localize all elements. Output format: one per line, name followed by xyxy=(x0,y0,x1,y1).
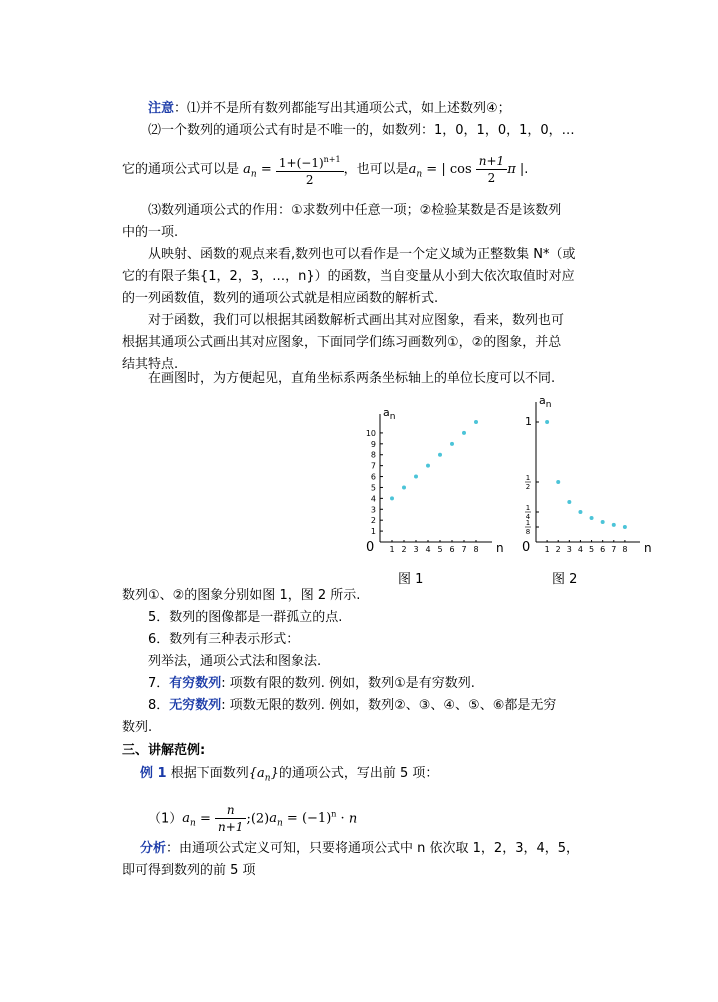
after-line-2: 5．数列的图像都是一群孤立的点. xyxy=(148,610,343,625)
x-axis-label: n xyxy=(496,541,504,555)
para2-line-3: 结其特点. xyxy=(122,357,179,372)
x-tick-label: 3 xyxy=(413,545,419,554)
para1-line-1: 从映射、函数的观点来看,数列也可以看作是一个定义域为正整数集 N*（或 xyxy=(148,247,576,262)
example-line: 例 1 根据下面数列$\{a_n\}$的通项公式，写出前 5 项： xyxy=(140,766,439,784)
x-axis-label: n xyxy=(644,541,652,555)
y-tick-label: 2 xyxy=(525,483,531,491)
x-tick-label: 5 xyxy=(589,545,595,554)
para1-line-2: 它的有限子集{1，2，3，…，n}）的函数，当自变量从小到大依次取值时对应 xyxy=(122,269,575,284)
para2-line-1: 对于函数，我们可以根据其函数解析式画出其对应图象，看来，数列也可 xyxy=(148,313,565,328)
x-tick-label: 5 xyxy=(437,545,443,554)
y-tick-label: 1 xyxy=(370,527,376,537)
y-tick-label: 4 xyxy=(370,494,376,504)
data-point xyxy=(545,420,549,424)
analysis-line-2: 即可得到数列的前 5 项 xyxy=(122,863,256,878)
data-point xyxy=(612,523,616,527)
after-line-6: 8．无穷数列: 项数无限的数列. 例如，数列②、③、④、⑤、⑥都是无穷 xyxy=(148,698,557,713)
x-tick-label: 2 xyxy=(401,545,407,554)
data-point xyxy=(438,453,442,457)
data-point xyxy=(462,431,466,435)
x-tick-label: 1 xyxy=(389,545,395,554)
data-point xyxy=(450,442,454,446)
x-tick-label: 7 xyxy=(611,545,617,554)
y-tick-label: 9 xyxy=(370,439,376,449)
example-formulas: $(1)a_n$ = $\frac{n}{n+1}$ $;(2)a_n = (-1)^n \cdot n$ xyxy=(148,803,358,835)
after-line-3: 6．数列有三种表示形式： xyxy=(148,632,300,647)
data-point xyxy=(567,500,571,504)
note-line-2: ⑵一个数列的通项公式有时是不唯一的，如数列：1，0，1，0，1，0，… xyxy=(148,123,575,138)
y-tick-label: 1 xyxy=(525,519,531,527)
formula-3-frac: $\frac{n}{n+1}$ xyxy=(215,802,246,835)
chart-2-caption: 图 2 xyxy=(552,572,578,587)
formula-2: $a_n$ xyxy=(408,162,423,180)
x-tick-label: 4 xyxy=(425,545,431,554)
x-tick-label: 6 xyxy=(600,545,606,554)
y-tick-label: 4 xyxy=(525,513,531,521)
data-point xyxy=(556,480,560,484)
chart-figure-1 xyxy=(358,402,508,572)
data-point xyxy=(474,420,478,424)
x-tick-label: 8 xyxy=(622,545,628,554)
sequence-symbol: $\{a_n\}$ xyxy=(248,766,279,784)
x-tick-label: 8 xyxy=(473,545,479,554)
y-axis-label: $a_n$ xyxy=(539,398,552,410)
y-tick-label: 6 xyxy=(370,472,376,482)
data-point xyxy=(426,464,430,468)
y-tick-label: 10 xyxy=(365,428,376,438)
para1-line-3: 的一列函数值，数列的通项公式就是相应函数的解析式. xyxy=(122,291,439,306)
data-point xyxy=(590,516,594,520)
data-point xyxy=(601,520,605,524)
note-line-4b: 中的一项. xyxy=(122,225,179,240)
formula-2-frac: $\frac{n+1}{2}$ xyxy=(476,153,507,186)
finite-sequence-term: 有穷数列 xyxy=(169,676,222,691)
x-tick-label: 2 xyxy=(555,545,561,554)
section-heading: 三、讲解范例: xyxy=(122,743,206,758)
x-tick-label: 3 xyxy=(566,545,572,554)
x-tick-label: 7 xyxy=(461,545,467,554)
y-tick-label: 8 xyxy=(525,528,531,536)
chart-1-caption: 图 1 xyxy=(398,572,424,587)
y-tick-label: 5 xyxy=(370,483,376,493)
chart-figure-2 xyxy=(510,398,655,568)
analysis-label: 分析 xyxy=(140,841,167,856)
data-point xyxy=(402,485,406,489)
after-line-5: 7．有穷数列: 项数有限的数列. 例如，数列①是有穷数列. xyxy=(148,676,475,691)
example-label: 例 1 xyxy=(140,766,167,781)
y-tick-label: 1 xyxy=(525,504,531,512)
x-tick-label: 4 xyxy=(577,545,583,554)
formula-1: $a_n$ xyxy=(243,162,257,180)
para2-line-2: 根据其通项公式画出其对应图象，下面同学们练习画数列①，②的图象，并总 xyxy=(122,335,562,350)
origin-label: 0 xyxy=(522,540,531,555)
formula-3: $a_n$ xyxy=(182,811,196,829)
y-tick-label: 7 xyxy=(370,461,376,471)
y-axis-label: $a_n$ xyxy=(383,406,396,422)
data-point xyxy=(390,496,394,500)
y-tick-label: 8 xyxy=(370,450,376,460)
data-point xyxy=(623,525,627,529)
formula-4: $a_n$ xyxy=(269,811,283,829)
note-line-1: 注意：⑴并不是所有数列都能写出其通项公式，如上述数列④； xyxy=(148,101,511,116)
note-label: 注意 xyxy=(148,101,175,116)
after-line-7: 数列. xyxy=(122,720,153,735)
y-tick-label: 3 xyxy=(370,505,376,515)
note-line-4: ⑶数列通项公式的作用：①求数列中任意一项；②检验某数是否是该数列 xyxy=(148,203,562,218)
after-line-1: 数列①、②的图象分别如图 1，图 2 所示. xyxy=(122,588,361,603)
after-line-4: 列举法，通项公式法和图象法. xyxy=(148,654,322,669)
data-point xyxy=(578,510,582,514)
para3: 在画图时，为方便起见，直角坐标系两条坐标轴上的单位长度可以不同. xyxy=(148,371,556,386)
formula-1-frac: $\frac{1+(-1)^{n+1}}{2}$ xyxy=(276,152,344,188)
y-tick-label: 1 xyxy=(525,474,531,482)
note-line-3: 它的通项公式可以是 $a_n$ = $\frac{1+(-1)^{n+1}}{2}$ ，也可以是$a_n$ = | cos $\frac{n+1}{2}$ π |. xyxy=(122,150,528,195)
infinite-sequence-term: 无穷数列 xyxy=(169,698,222,713)
analysis-line-1: 分析：由通项公式定义可知，只要将通项公式中 n 依次取 1，2，3，4，5， xyxy=(140,841,580,856)
x-tick-label: 1 xyxy=(544,545,550,554)
origin-label: 0 xyxy=(366,540,375,555)
y-tick-label: 2 xyxy=(370,516,376,526)
x-tick-label: 6 xyxy=(449,545,455,554)
y-tick-label: 1 xyxy=(525,415,532,428)
data-point xyxy=(414,475,418,479)
